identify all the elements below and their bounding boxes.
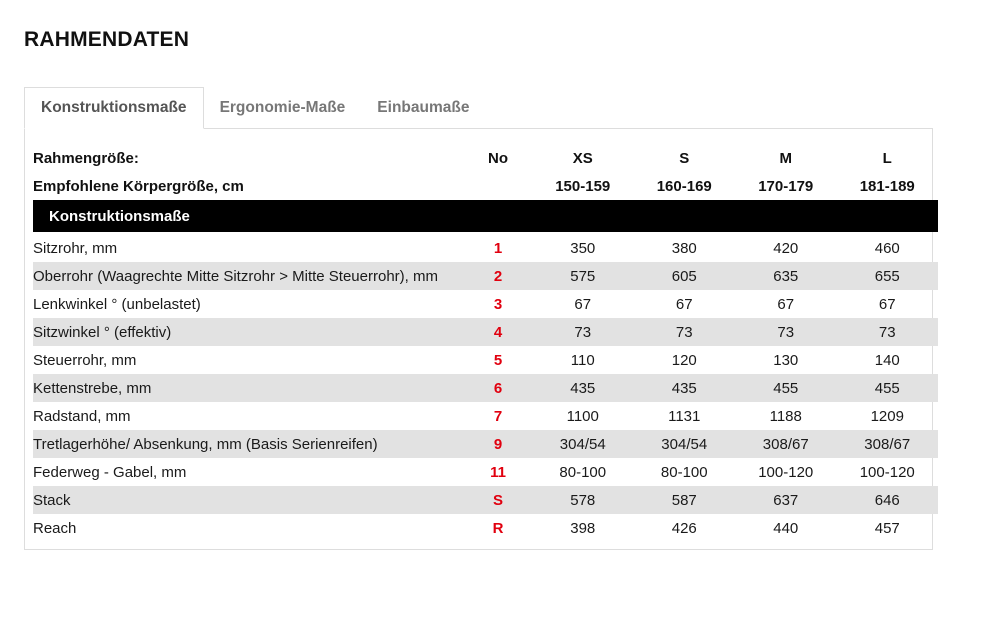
row-value: 435 [532,374,634,402]
row-value: 130 [773,351,799,369]
row-value: 67 [878,295,896,313]
table-row [33,514,938,542]
row-value: 304/54 [634,430,736,458]
row-value: 440 [773,519,799,537]
table-row [33,262,938,290]
row-value: 575 [532,262,634,290]
row-value: 100-120 [758,463,814,481]
tab-ergonomie-masse[interactable]: Ergonomie-Maße [219,98,346,116]
frame-size-label: Rahmengröße: [33,149,139,167]
tab-konstruktionsmasse[interactable]: Konstruktionsmaße [24,87,204,129]
row-value: 655 [837,262,939,290]
body-height-value: 170-179 [758,177,814,195]
tab-bar [24,87,485,129]
row-label: Oberrohr (Waagrechte Mitte Sitzrohr > Mitte Steuerrohr), mm [33,262,464,290]
row-value: 578 [532,486,634,514]
row-value: 587 [634,486,736,514]
no-header: No [488,149,508,167]
row-label: Reach [33,519,77,537]
row-label: Lenkwinkel ° (unbelastet) [33,295,201,313]
body-height-label: Empfohlene Körpergröße, cm [33,177,244,195]
size-header: M [779,149,792,167]
section-header-row [33,200,938,232]
row-number: 4 [464,318,532,346]
row-value: 110 [570,351,595,369]
size-header: S [679,149,690,167]
row-number: 3 [493,295,503,313]
table-row [33,318,938,346]
row-label: Radstand, mm [33,407,131,425]
row-value: 637 [735,486,837,514]
geometry-table [33,144,938,542]
row-value: 304/54 [532,430,634,458]
row-value: 605 [634,262,736,290]
row-number: 9 [464,430,532,458]
tab-einbaumasse[interactable]: Einbaumaße [377,98,470,116]
row-value: 380 [671,239,697,257]
frame-size-row [33,144,938,172]
row-value: 646 [837,486,939,514]
tab-panel [24,128,933,550]
row-number: 6 [464,374,532,402]
row-number: 1 [493,239,503,257]
body-height-value: 160-169 [656,177,712,195]
row-value: 73 [634,318,736,346]
table-row [33,402,938,430]
row-label: Sitzwinkel ° (effektiv) [33,318,464,346]
row-value: 1100 [566,407,599,425]
row-value: 1209 [870,407,904,425]
row-label: Federweg - Gabel, mm [33,463,187,481]
row-value: 100-120 [859,463,915,481]
row-value: 350 [570,239,596,257]
row-number: S [464,486,532,514]
row-label: Steuerrohr, mm [33,351,137,369]
table-row [33,290,938,318]
row-value: 73 [735,318,837,346]
row-number: 5 [493,351,503,369]
row-value: 457 [874,519,900,537]
empty-cell [464,172,532,200]
row-value: 308/67 [837,430,939,458]
row-value: 67 [777,295,795,313]
row-value: 455 [837,374,939,402]
row-label: Tretlagerhöhe/ Absenkung, mm (Basis Serienreifen) [33,430,464,458]
row-value: 398 [570,519,596,537]
table-row [33,458,938,486]
row-label: Sitzrohr, mm [33,239,118,257]
body-height-value: 181-189 [859,177,915,195]
size-header: XS [572,149,593,167]
row-label: Stack [33,486,464,514]
row-value: 67 [574,295,592,313]
table-row [33,486,938,514]
row-value: 460 [874,239,900,257]
row-value: 1131 [668,407,701,425]
table-row [33,374,938,402]
body-height-row [33,172,938,200]
row-value: 308/67 [735,430,837,458]
row-label: Kettenstrebe, mm [33,374,464,402]
row-number: 7 [493,407,503,425]
row-value: 80-100 [660,463,708,481]
table-row [33,430,938,458]
row-value: 73 [532,318,634,346]
size-header: L [882,149,892,167]
row-value: 73 [837,318,939,346]
page-title: RAHMENDATEN [24,28,190,51]
row-number: 11 [490,463,506,481]
row-value: 80-100 [559,463,607,481]
row-value: 426 [671,519,697,537]
row-number: 2 [464,262,532,290]
table-row [33,346,938,374]
table-row [33,234,938,262]
row-value: 1188 [769,407,802,425]
row-value: 140 [874,351,900,369]
body-height-value: 150-159 [555,177,611,195]
row-value: 435 [634,374,736,402]
row-value: 455 [735,374,837,402]
row-value: 67 [675,295,693,313]
row-number: R [492,519,504,537]
row-value: 635 [735,262,837,290]
row-value: 120 [671,351,697,369]
row-value: 420 [773,239,799,257]
section-title: Konstruktionsmaße [33,200,938,232]
